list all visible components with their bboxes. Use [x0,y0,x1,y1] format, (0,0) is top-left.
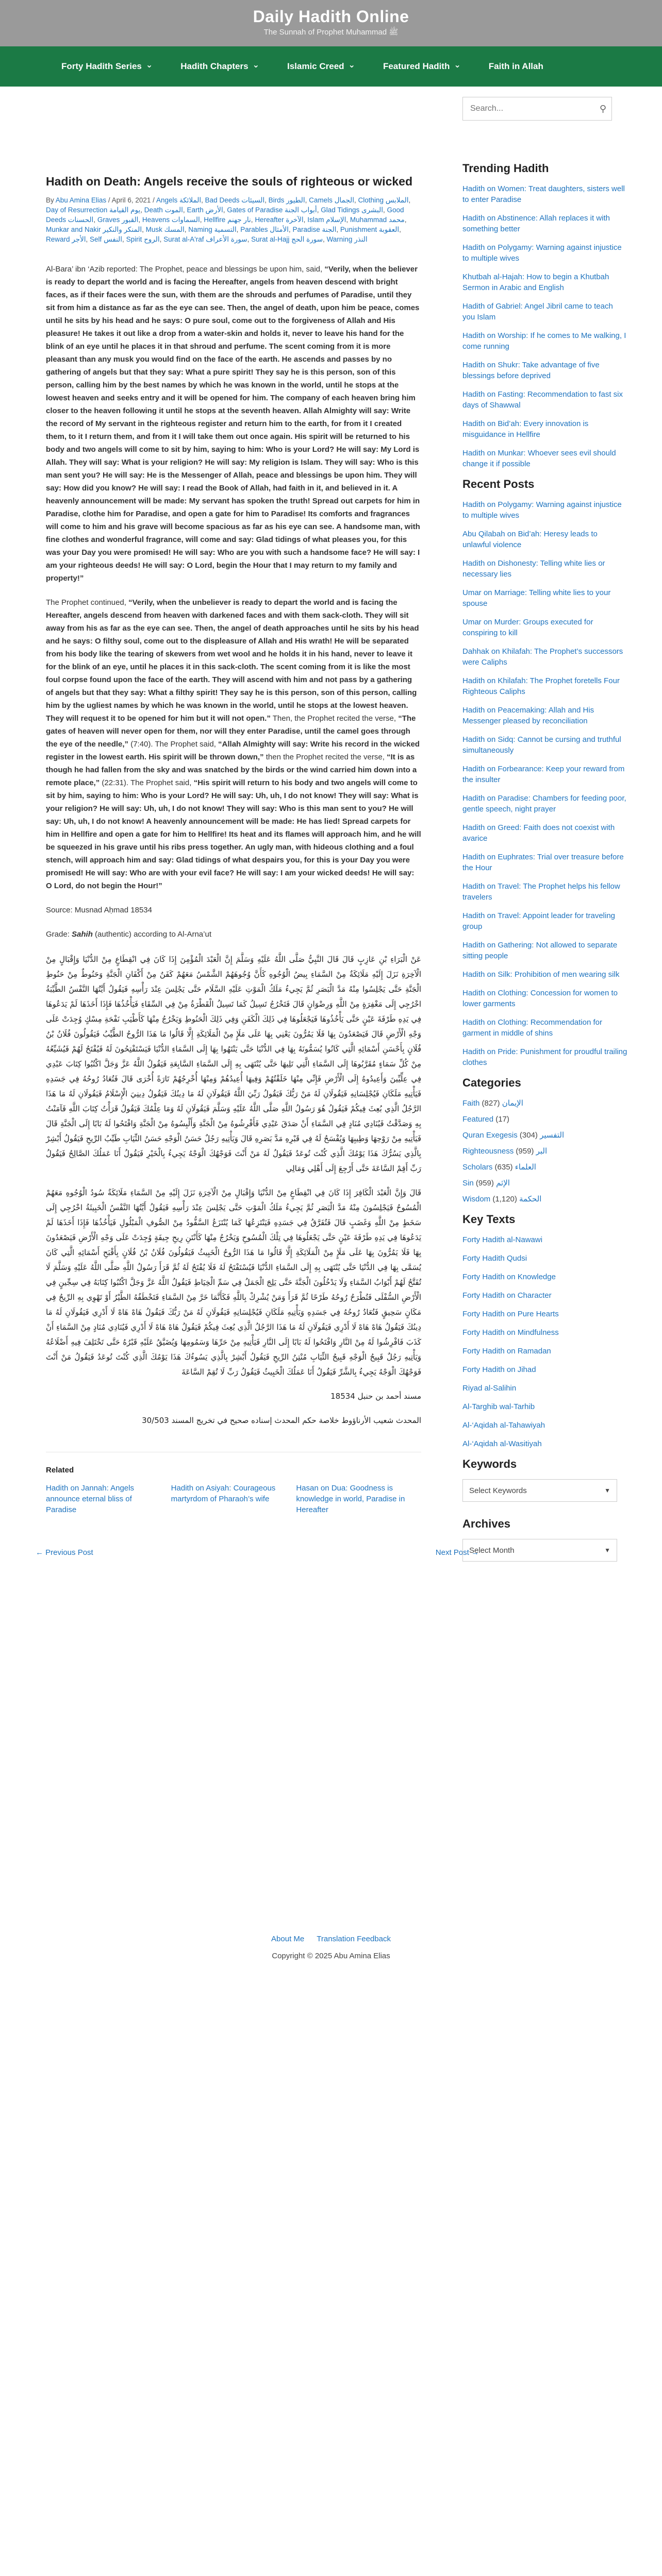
trending-item-link[interactable]: Hadith on Worship: If he comes to Me walking, I come running [462,331,626,351]
tag-link[interactable]: Warning النذر [326,235,368,243]
category-count: (1,120) [492,1195,517,1204]
recent-item-link[interactable]: Hadith on Pride: Punishment for proudful trailing clothes [462,1047,627,1067]
post-date: April 6, 2021 [111,196,151,204]
keytext-item-link[interactable]: Riyad al-Salihin [462,1384,517,1393]
tag-link[interactable]: Angels الملائكة [156,196,202,204]
keytext-item [462,1383,627,1394]
sidebar [452,87,627,1562]
tag-link[interactable]: Spirit الروح [126,235,160,243]
trending-item-link[interactable]: Khutbah al-Hajah: How to begin a Khutbah Sermon in Arabic and English [462,273,609,292]
page-container [14,87,648,1562]
keytexts-widget [462,1213,627,1449]
recent-item-link[interactable]: Hadith on Polygamy: Warning against injustice to multiple wives [462,500,622,520]
nav-item-label: Hadith Chapters [180,61,249,71]
keytext-item-link[interactable]: Forty Hadith on Jihad [462,1365,536,1374]
recent-item [462,558,627,580]
trending-item [462,242,627,264]
trending-item [462,448,627,469]
keywords-select[interactable] [462,1479,617,1502]
recent-item-link[interactable]: Hadith on Travel: The Prophet helps his fellow travelers [462,882,620,902]
hadith-quote: “His spirit will return to his body and two angels will come to sit by him, saying to him: Who is your Lord? He will say: Uh, uh, I do not know! They will say: What is your religion? He will say: Uh, uh, I do not know! They will say: Who is this man sent to you? He will say: Uh, uh, I do not know! A heavenly announcement will be made: He has lied! Spread carpets for him in Hellfire and open a gate for him to Hellfire! Its heat and its flames will approach him, and he will be squeezed in his grave until his ribs press together. An ugly man, with hideous clothing and a foul stench, will approach him and say: Glad tidings of what despairs you, for this is your Day you were promised! He will say: Who are with your evil face? He will say: I am your wicked deeds! He will say: O Lord, do not begin the Hour!” [46,778,421,890]
nav-item-forty-hadith-series[interactable] [61,61,153,72]
trending-item-link[interactable]: Hadith of Gabriel: Angel Jibril came to teach you Islam [462,302,613,321]
recent-item [462,617,627,638]
tag-link[interactable]: Naming التسمية [188,226,237,233]
tag-link[interactable]: Muhammad محمد [350,216,405,224]
recent-item [462,705,627,726]
category-count: (635) [494,1163,513,1172]
tag-link[interactable]: Gates of Paradise أبواب الجنة [227,206,317,214]
recent-item [462,764,627,785]
related-post-link[interactable]: Hadith on Jannah: Angels announce eternal bliss of Paradise [46,1484,134,1514]
categories-widget [462,1076,627,1205]
trending-item-link[interactable]: Hadith on Munkar: Whoever sees evil should change it if possible [462,449,616,468]
tag-link[interactable]: Earth الأرض [187,206,223,214]
paragraph-intro: Al-Bara’ ibn ‘Azib reported: The Prophet, peace and blessings be upon him, said, [46,265,325,274]
hadith-quote-unbeliever: “Verily, when the unbeliever is ready to depart the world and is facing the Hereafter, angels descend from heaven with darkened faces and with them sack-cloth. They will sit away from his as far as the eye can see. Then, the angel of death approaches until he sits by his head and he says: O filthy soul, come out to the displeasure of Allah and His wrath! He will be separated from his body like the tearing of skewers from wet wool and he holds it in his hand, never to leave it for the blink of an eye, until he places it in this sack-cloth. The scent coming from it is like the most foul corpse found upon the face of the earth. They will ascend with him and not pass by a gathering of angels but that they say: What a filthy spirit! They say he is this person, son of this person, calling him by the ugliest names by which he was known in the world, until he stops at the lowest heaven. They will request it to be opened for him but it will not open.” [46,598,419,723]
category-link[interactable]: Righteousness [462,1147,514,1156]
trending-item [462,360,627,381]
verse-reference: (22:31). The Prophet said, [100,778,194,787]
category-arabic-link[interactable]: الإيمان [502,1099,523,1108]
category-count: (17) [495,1115,509,1124]
copyright: Copyright © 2025 Abu Amina Elias [272,1952,390,1960]
keywords-title: Keywords [462,1458,517,1470]
keytext-item-link[interactable]: Forty Hadith on Character [462,1291,552,1300]
tag-link[interactable]: Munkar and Nakir المنكر والنكير [46,226,142,233]
tag-link[interactable]: Punishment العقوبة [340,226,400,233]
hadith-quote-believer: “Verily, when the believer is ready to depart the world and is facing the Hereafter, angels from heaven descend with bright faces, as if their faces were the sun, with them are the shrouds and perfumes of Paradise, until they sit from him a distance as far as the eye can see. Then, the angel of death, upon him be peace, comes until he sits by his head and he says: O pure soul, come out to the forgiveness of Allah and His pleasure! He takes it out like a drop from a water-skin and holds it, never to leave his hand for the blink of an eye until he places it in that shroud and perfume. The scent coming from it is more pleasant than any musk you would find on the face of the earth. He ascends and passes by no gathering of angels but that they say: What a pure spirit! They say he is this person, son of this person, calling him by the best names by which he was known in the world, until he stops at the lowest heaven and seeks entry and it will be opened for him. The company of each heaven bring him closer to the heaven following it until he stops at the seventh heaven. Allah Almighty will say: Write the record of My servant in the righteous register and return him to the earth, for from it I created them, to it I return them, and from it I will take them out once again. His spirit will be returned to his body and two angels will come to sit by him, saying to him: Who is your Lord? He will say: My Lord is Allah. They will say: What is your religion? He will say: My religion is Islam. They will say: Who is this man sent you? He will say: He is the Messenger of Allah, peace and blessings be upon him. They will say: How did you know? He will say: I read the Book of Allah, had faith in it, and believed in it. A heavenly announcement will be made: My servant has spoken the truth! Spread out carpets for him in Paradise, clothe him for Paradise, and open a gate for him to Paradise! Its comforts and fragrances will come to him and his grave will become spacious as far as his eye can see. A handsome man, with fine clothes and wonderful fragrance, will come and say: Glad tidings of what pleases you, for this was your Day you were promised! He will say: Who are you with such a handsome face? He will say: I am your righteous deeds! He will say: O Lord, begin the Hour that I may return to my family and property!” [46,265,420,583]
recent-item [462,988,627,1009]
category-item [462,1130,627,1141]
category-item [462,1162,627,1173]
recent-item-link[interactable]: Hadith on Paradise: Chambers for feeding poor, gentle speech, night prayer [462,794,626,814]
site-tagline: The Sunnah of Prophet Muhammad ﷺ [263,28,399,37]
related-post-link[interactable]: Hasan on Dua: Goodness is knowledge in world, Paradise in Hereafter [296,1484,405,1514]
nav-item-faith-in-allah[interactable] [489,61,543,72]
keytexts-title: Key Texts [462,1213,516,1226]
footer-links [0,1935,662,1943]
keytext-item-link[interactable]: Forty Hadith on Pure Hearts [462,1310,559,1318]
tag-link[interactable]: Day of Resurrection يوم القيامة [46,206,141,214]
chevron-down-icon: ⌄ [145,61,153,70]
category-arabic-link[interactable]: البر [536,1147,548,1156]
trending-item-link[interactable]: Hadith on Fasting: Recommendation to fast six days of Shawwal [462,390,623,410]
keytext-item [462,1346,627,1357]
category-link[interactable]: Faith [462,1099,480,1108]
archives-select[interactable] [462,1539,617,1562]
trending-item-link[interactable]: Hadith on Abstinence: Allah replaces it with something better [462,214,610,233]
post-navigation [36,1548,479,1557]
nav-item-label: Forty Hadith Series [61,61,142,71]
hadith-quote: “Allah Almighty will say: Write his record in the wicked register in the lowest earth. His spirit will be thrown down,” [46,740,420,761]
recent-item [462,881,627,903]
related-post-link[interactable]: Hadith on Asiyah: Courageous martyrdom of Pharaoh’s wife [171,1484,276,1503]
search-icon[interactable]: ⚲ [599,103,606,114]
category-count: (827) [482,1099,500,1108]
footer-link[interactable]: About Me [271,1935,305,1943]
archives-select-value: Select Month [469,1546,515,1555]
grade-value: Sahih [72,930,93,939]
nav-item-hadith-chapters[interactable] [180,61,259,72]
grade-rest: (authentic) according to Al-Arna’ut [92,930,211,939]
site-header [0,0,662,46]
tag-link[interactable]: Musk المسك [145,226,185,233]
nav-item-label: Featured Hadith [383,61,450,71]
chevron-down-icon: ⌄ [348,61,355,70]
recent-item-link[interactable]: Hadith on Travel: Appoint leader for traveling group [462,911,616,931]
recent-title: Recent Posts [462,478,535,490]
keytext-item-link[interactable]: Al-‘Aqidah al-Tahawiyah [462,1421,545,1430]
category-link[interactable]: Scholars [462,1163,493,1172]
paragraph-text: then the Prophet recited the verse, [263,753,387,761]
related-posts [46,1452,421,1515]
quran-verse: “It is as though he had fallen from the sky and was snatched by the birds or the wind carried him down into a remote place,” [46,753,417,787]
tag-link[interactable]: Good Deeds الحسنات [46,206,404,224]
recent-item-link[interactable]: Abu Qilabah on Bid’ah: Heresy leads to unlawful violence [462,530,598,549]
category-count: (304) [519,1131,538,1140]
keytext-item-link[interactable]: Forty Hadith al-Nawawi [462,1235,543,1244]
arabic-text-1: عَنْ الْبَرَاءِ بْنِ عَازِبٍ قَالَ قَالَ النَّبِيُّ صَلَّى اللَّهُ عَلَيْهِ وَسَلَّمَ إِنَّ الْعَبْدَ الْمُؤْمِنَ إِذَا كَانَ فِي انْقِطَاعٍ مِنْ الدُّنْيَا وَإِقْبَالٍ مِنْ الْآخِرَةِ نَزَلَ إِلَيْهِ مَلَائِكَةٌ مِنْ السَّمَاءِ بِيضُ الْوُجُوهِ كَأَنَّ وُجُوهَهُمْ الشَّمْسُ مَعَهُمْ كَفَنٌ مِنْ أَكْفَانِ الْجَنَّةِ وَحَنُوطٌ مِنْ حَنُوطِ الْجَنَّةِ حَتَّى يَجْلِسُوا مِنْهُ مَدَّ الْبَصَرِ ثُمَّ يَجِيءُ مَلَكُ الْمَوْتِ عَلَيْهِ السَّلَام حَتَّى يَجْلِسَ عِنْدَ رَأْسِهِ فَيَقُولُ أَيَّتُهَا النَّفْسُ الطَّيِّبَةُ اخْرُجِي إِلَى مَغْفِرَةٍ مِنْ اللَّهِ وَرِضْوَانٍ قَالَ فَتَخْرُجُ تَسِيلُ كَمَا تَسِيلُ الْقَطْرَةُ مِنْ فِي السِّقَاءِ فَيَأْخُذُهَا فَإِذَا أَخَذَهَا لَمْ يَدَعُوهَا فِي يَدِهِ طَرْفَةَ عَيْنٍ حَتَّى يَأْخُذُوهَا فَيَجْعَلُوهَا فِي ذَلِكَ الْكَفَنِ وَفِي ذَلِكَ الْحَنُوطِ وَيَخْرُجُ مِنْهَا كَأَطْيَبِ نَفْحَةِ مِسْكٍ وُجِدَتْ عَلَى وَجْهِ الْأَرْضِ قَالَ فَيَصْعَدُونَ بِهَا فَلَا يَمُرُّونَ يَعْنِي بِهَا عَلَى مَلَإٍ مِنْ الْمَلَائِكَةِ إِلَّا قَالُوا مَا هَذَا الرُّوحُ الطَّيِّبُ فَيَقُولُونَ فُلَانُ بْنُ فُلَانٍ بِأَحْسَنِ أَسْمَائِهِ الَّتِي كَانُوا يُسَمُّونَهُ بِهَا فِي الدُّنْيَا حَتَّى يَنْتَهُوا بِهَا إِلَى السَّمَاءِ الدُّنْيَا فَيَسْتَفْتِحُونَ لَهُ فَيُفْتَحُ لَهُمْ فَيُشَيِّعُهُ مِنْ كُلِّ سَمَاءٍ مُقَرَّبُوهَا إِلَى السَّمَاءِ الَّتِي تَلِيهَا حَتَّى يُنْتَهَى بِهِ إِلَى السَّمَاءِ السَّابِعَةِ فَيَقُولُ اللَّهُ عَزَّ وَجَلَّ اكْتُبُوا كِتَابَ عَبْدِي فِي عِلِّيِّينَ وَأَعِيدُوهُ إِلَى الْأَرْضِ فَإِنِّي مِنْهَا خَلَقْتُهُمْ وَفِيهَا أُعِيدُهُمْ وَمِنْهَا أُخْرِجُهُمْ تَارَةً أُخْرَى قَالَ فَتُعَادُ رُوحُهُ فِي جَسَدِهِ فَيَأْتِيهِ مَلَكَانِ فَيُجْلِسَانِهِ فَيَقُولَانِ لَهُ مَنْ رَبُّكَ فَيَقُولُ رَبِّيَ اللَّهُ فَيَقُولَانِ لَهُ مَا دِينُكَ فَيَقُولُ دِينِيَ الْإِسْلَامُ فَيَقُولَانِ لَهُ مَا هَذَا الرَّجُلُ الَّذِي بُعِثَ فِيكُمْ فَيَقُولُ هُوَ رَسُولُ اللَّهِ صَلَّى اللَّهُ عَلَيْهِ وَسَلَّمَ فَيَقُولَانِ لَهُ وَمَا عِلْمُكَ فَيَقُولُ قَرَأْتُ كِتَابَ اللَّهِ فَآمَنْتُ بِهِ وَصَدَّقْتُ فَيُنَادِي مُنَادٍ فِي السَّمَاءِ أَنْ صَدَقَ عَبْدِي فَأَفْرِشُوهُ مِنْ الْجَنَّةِ وَأَلْبِسُوهُ مِنْ الْجَنَّةِ وَافْتَحُوا لَهُ بَابًا إِلَى الْجَنَّةِ قَالَ فَيَأْتِيهِ مِنْ رَوْحِهَا وَطِيبِهَا وَيُفْسَحُ لَهُ فِي قَبْرِهِ مَدَّ بَصَرِهِ قَالَ وَيَأْتِيهِ رَجُلٌ حَسَنُ الْوَجْهِ حَسَنُ الثِّيَابِ طَيِّبُ الرِّيحِ فَيَقُولُ أَبْشِرْ بِالَّذِي يَسُرُّكَ هَذَا يَوْمُكَ الَّذِي كُنْتَ تُوعَدُ فَيَقُولُ لَهُ مَنْ أَنْتَ فَوَجْهُكَ الْوَجْهُ يَجِيءُ بِالْخَيْرِ فَيَقُولُ أَنَا عَمَلُكَ الصَّالِحُ فَيَقُولُ رَبِّ أَقِمْ السَّاعَةَ حَتَّى أَرْجِعَ إِلَى أَهْلِي وَمَالِي [46,955,421,1173]
recent-widget [462,478,627,1068]
tag-link[interactable]: Death الموت [144,206,183,214]
chevron-down-icon: ▼ [604,1547,610,1554]
recent-item-link[interactable]: Hadith on Silk: Prohibition of men wearing silk [462,970,620,979]
tag-link[interactable]: Paradise الجنة [292,226,337,233]
post-title: Hadith on Death: Angels receive the souls of righteous or wicked [46,175,413,188]
recent-item [462,587,627,609]
keytext-item-link[interactable]: Forty Hadith on Mindfulness [462,1328,559,1337]
keytext-item-link[interactable]: Al-Targhib wal-Tarhib [462,1402,535,1411]
keytext-item [462,1253,627,1264]
recent-item-link[interactable]: Hadith on Clothing: Recommendation for garment in middle of shins [462,1018,602,1038]
recent-item [462,940,627,961]
recent-item [462,734,627,756]
post-meta: By Abu Amina Elias / April 6, 2021 / Angels الملائكة, Bad Deeds السيئات, Birds الطيور, Camels الجمال, Clothing الملابس, Day of Resurrection يوم القيامة, Death الموت, Earth الأرض, Gates of Paradise أبواب الجنة, Glad Tidings البشرى, Good Deeds الحسنات, Graves القبور, Heavens السماوات, Hellfire نار جهنم, Hereafter الآخرة, Islam الإسلام, Muhammad محمد, Munkar and Nakir المنكر والنكير, Musk المسك, Naming التسمية, Parables الأمثال, Paradise الجنة, Punishment العقوبة, Reward الأجر, Self النفس, Spirit الروح, Surat al-A'raf سورة الأعراف, Surat al-Hajj سورة الحج, Warning النذر [46,196,411,243]
keywords-select-value: Select Keywords [469,1486,527,1495]
chevron-down-icon: ⌄ [252,61,259,70]
recent-item-link[interactable]: Umar on Murder: Groups executed for conspiring to kill [462,618,593,637]
recent-item-link[interactable]: Hadith on Euphrates: Trial over treasure before the Hour [462,853,624,872]
nav-item-islamic-creed[interactable] [287,61,355,72]
recent-item [462,529,627,550]
category-item [462,1194,627,1205]
keytext-item [462,1438,627,1449]
keytext-item [462,1364,627,1375]
category-link[interactable]: Featured [462,1115,494,1124]
paragraph-text: Then, the Prophet recited the verse, [270,714,399,723]
keytext-item [462,1234,627,1245]
site-title[interactable]: Daily Hadith Online [253,7,409,26]
recent-item-link[interactable]: Dahhak on Khilafah: The Prophet’s successors were Caliphs [462,647,623,667]
recent-item [462,969,627,980]
hadith-paragraph-2 [46,596,421,892]
recent-item [462,852,627,873]
keytext-item-link[interactable]: Al-‘Aqidah al-Wasitiyah [462,1439,542,1448]
tag-link[interactable]: Bad Deeds السيئات [205,196,265,204]
tag-link[interactable]: Graves القبور [97,216,139,224]
previous-post-link[interactable]: ← Previous Post [36,1548,93,1557]
tag-link[interactable]: Heavens السماوات [142,216,200,224]
recent-item-link[interactable]: Hadith on Sidq: Cannot be cursing and truthful simultaneously [462,735,621,755]
category-arabic-link[interactable]: العلماء [515,1163,536,1172]
keytext-item [462,1401,627,1412]
recent-item [462,822,627,844]
category-link[interactable]: Wisdom [462,1195,491,1204]
trending-item [462,272,627,293]
recent-item-link[interactable]: Hadith on Dishonesty: Telling white lies or necessary lies [462,559,605,579]
category-link[interactable]: Quran Exegesis [462,1131,518,1140]
category-count: (959) [475,1179,494,1188]
tag-link[interactable]: Clothing الملابس [358,196,409,204]
trending-item-link[interactable]: Hadith on Polygamy: Warning against injustice to multiple wives [462,243,622,263]
nav-item-label: Islamic Creed [287,61,344,71]
chevron-down-icon: ▼ [604,1487,610,1494]
recent-item-link[interactable]: Hadith on Greed: Faith does not coexist with avarice [462,823,615,843]
trending-item-link[interactable]: Hadith on Shukr: Take advantage of five blessings before deprived [462,361,600,380]
paragraph-intro: The Prophet continued, [46,598,129,607]
keytext-item-link[interactable]: Forty Hadith on Ramadan [462,1347,551,1355]
footer-link[interactable]: Translation Feedback [317,1935,391,1943]
next-post-link[interactable]: Next Post → [435,1548,479,1557]
recent-item [462,1046,627,1068]
keytext-item-link[interactable]: Forty Hadith Qudsi [462,1254,527,1263]
recent-item-link[interactable]: Hadith on Clothing: Concession for women to lower garments [462,989,618,1008]
keytext-item [462,1272,627,1282]
archives-widget [462,1517,627,1562]
keytext-item [462,1309,627,1319]
recent-item [462,646,627,668]
tag-link[interactable]: Reward الأجر [46,235,86,243]
author-link[interactable]: Abu Amina Elias [55,196,107,204]
chevron-down-icon: ⌄ [454,61,461,70]
grade-label: Grade: [46,930,72,939]
keytext-item [462,1327,627,1338]
tag-link[interactable]: Self النفس [90,235,123,243]
category-arabic-link[interactable]: الإثم [496,1179,510,1188]
arabic-grade: المحدث شعيب الأرناؤوط خلاصة حكم المحدث إسناده صحيح في تخريج المسند 30/503 [142,1416,421,1425]
category-count: (959) [516,1147,534,1156]
recent-item [462,675,627,697]
keytext-item [462,1290,627,1301]
tag-link[interactable]: Birds الطيور [268,196,305,204]
category-item [462,1114,627,1125]
archives-title: Archives [462,1517,510,1530]
tag-link[interactable]: Surat al-Hajj سورة الحج [251,235,323,243]
category-arabic-link[interactable]: الحكمة [519,1195,542,1204]
quran-verse: “The gates of heaven will never open for them, nor will they enter Paradise, until the camel goes through the eye of the needle,” [46,714,416,749]
main-nav [0,46,662,87]
source-line: Source: Musnad Aḥmad 18534 [46,906,152,914]
recent-item-link[interactable]: Hadith on Khilafah: The Prophet foretells Four Righteous Caliphs [462,676,620,696]
grade-line [46,928,421,941]
search-box [462,97,612,121]
trending-item-link[interactable]: Hadith on Women: Treat daughters, sisters well to enter Paradise [462,184,625,204]
trending-item [462,330,627,352]
recent-item-link[interactable]: Hadith on Gathering: Not allowed to separate sitting people [462,941,618,960]
tag-list: Angels الملائكة, Bad Deeds السيئات, Birds الطيور, Camels الجمال, Clothing الملابس, Day of Resurrection يوم القيامة, Death الموت, Earth الأرض, Gates of Paradise أبواب الجنة, Glad Tidings البشرى, Good Deeds الحسنات, Graves القبور, Heavens السماوات, Hellfire نار جهنم, Hereafter الآخرة, Islam الإسلام, Muhammad محمد, Munkar and Nakir المنكر والنكير, Musk المسك, Naming التسمية, Parables الأمثال, Paradise الجنة, Punishment العقوبة, Reward الأجر, Self النفس, Spirit الروح, Surat al-A'raf سورة الأعراف, Surat al-Hajj سورة الحج, Warning النذر [46,196,411,243]
category-item [462,1098,627,1109]
nav-item-label: Faith in Allah [488,61,543,71]
recent-item [462,1017,627,1039]
tag-link[interactable]: Hereafter الآخرة [255,216,304,224]
trending-item [462,389,627,411]
trending-widget [462,162,627,469]
category-link[interactable]: Sin [462,1179,474,1188]
keywords-widget [462,1458,627,1502]
tag-link[interactable]: Hellfire نار جهنم [204,216,251,224]
category-arabic-link[interactable]: التفسير [540,1131,565,1140]
search-input[interactable] [470,104,589,113]
trending-item [462,183,627,205]
category-item [462,1178,627,1189]
keytext-item-link[interactable]: Forty Hadith on Knowledge [462,1273,556,1281]
trending-item [462,418,627,440]
recent-item-link[interactable]: Hadith on Forbearance: Keep your reward from the insulter [462,765,625,784]
tag-link[interactable]: Islam الإسلام [307,216,346,224]
meta-by: By [46,196,54,204]
recent-item-link[interactable]: Umar on Marriage: Telling white lies to your spouse [462,588,611,608]
recent-item [462,499,627,521]
arabic-text-2: قَالَ وَإِنَّ الْعَبْدَ الْكَافِرَ إِذَا كَانَ فِي انْقِطَاعٍ مِنْ الدُّنْيَا وَإِقْبَالٍ مِنْ الْآخِرَةِ نَزَلَ إِلَيْهِ مِنْ السَّمَاءِ مَلَائِكَةٌ سُودُ الْوُجُوهِ مَعَهُمْ الْمُسُوحُ فَيَجْلِسُونَ مِنْهُ مَدَّ الْبَصَرِ ثُمَّ يَجِيءُ مَلَكُ الْمَوْتِ حَتَّى يَجْلِسَ عِنْدَ رَأْسِهِ فَيَقُولُ أَيَّتُهَا النَّفْسُ الْخَبِيثَةُ اخْرُجِي إِلَى سَخَطٍ مِنْ اللَّهِ وَغَضَبٍ قَالَ فَتُفَرَّقُ فِي جَسَدِهِ فَيَنْتَزِعُهَا كَمَا يُنْتَزَعُ السَّفُّودُ مِنْ الصُّوفِ الْمَبْلُولِ فَيَأْخُذُهَا فَإِذَا أَخَذَهَا لَمْ يَدَعُوهَا فِي يَدِهِ طَرْفَةَ عَيْنٍ حَتَّى يَجْعَلُوهَا فِي تِلْكَ الْمُسُوحِ وَيَخْرُجُ مِنْهَا كَأَنْتَنِ رِيحِ جِيفَةٍ وُجِدَتْ عَلَى وَجْهِ الْأَرْضِ فَيَصْعَدُونَ بِهَا فَلَا يَمُرُّونَ بِهَا عَلَى مَلَإٍ مِنْ الْمَلَائِكَةِ إِلَّا قَالُوا مَا هَذَا الرُّوحُ الْخَبِيثُ فَيَقُولُونَ فُلَانُ بْنُ فُلَانٍ بِأَقْبَحِ أَسْمَائِهِ الَّتِي كَانَ يُسَمَّى بِهَا فِي الدُّنْيَا حَتَّى يُنْتَهَى بِهِ إِلَى السَّمَاءِ الدُّنْيَا فَيُسْتَفْتَحُ لَهُ فَلَا يُفْتَحُ لَهُ ثُمَّ قَرَأَ رَسُولُ اللَّهِ صَلَّى اللَّهُ عَلَيْهِ وَسَلَّمَ لَا تُفَتَّحُ لَهُمْ أَبْوَابُ السَّمَاءِ وَلَا يَدْخُلُونَ الْجَنَّةَ حَتَّى يَلِجَ الْجَمَلُ فِي سَمِّ الْخِيَاطِ فَيَقُولُ اللَّهُ عَزَّ وَجَلَّ اكْتُبُوا كِتَابَهُ فِي سِجِّينٍ فِي الْأَرْضِ السُّفْلَى فَتُطْرَحُ رُوحُهُ طَرْحًا ثُمَّ قَرَأَ وَمَنْ يُشْرِكْ بِاللَّهِ فَكَأَنَّمَا خَرَّ مِنْ السَّمَاءِ فَتَخْطَفُهُ الطَّيْرُ أَوْ تَهْوِي بِهِ الرِّيحُ فِي مَكَانٍ سَحِيقٍ فَتُعَادُ رُوحُهُ فِي جَسَدِهِ وَيَأْتِيهِ مَلَكَانِ فَيُجْلِسَانِهِ فَيَقُولَانِ لَهُ مَنْ رَبُّكَ فَيَقُولُ هَاهْ هَاهْ لَا أَدْرِي فَيَقُولَانِ لَهُ مَا دِينُكَ فَيَقُولُ هَاهْ هَاهْ لَا أَدْرِي فَيَقُولَانِ لَهُ مَا هَذَا الرَّجُلُ الَّذِي بُعِثَ فِيكُمْ فَيَقُولُ هَاهْ هَاهْ لَا أَدْرِي فَيُنَادِي مُنَادٍ مِنْ السَّمَاءِ أَنْ كَذَبَ فَافْرِشُوا لَهُ مِنْ النَّارِ وَافْتَحُوا لَهُ بَابًا إِلَى النَّارِ فَيَأْتِيهِ مِنْ حَرِّهَا وَسَمُومِهَا وَيُضَيَّقُ عَلَيْهِ قَبْرُهُ حَتَّى تَخْتَلِفَ فِيهِ أَضْلَاعُهُ وَيَأْتِيهِ رَجُلٌ قَبِيحُ الْوَجْهِ قَبِيحُ الثِّيَابِ مُنْتِنُ الرِّيحِ فَيَقُولُ أَبْشِرْ بِالَّذِي يَسُوءُكَ هَذَا يَوْمُكَ الَّذِي كُنْتَ تُوعَدُ فَيَقُولُ مَنْ أَنْتَ فَوَجْهُكَ الْوَجْهُ يَجِيءُ بِالشَّرِّ فَيَقُولُ أَنَا عَمَلُكَ الْخَبِيثُ فَيَقُولُ رَبِّ لَا تُقِمْ السَّاعَةَ [46,1188,421,1377]
post-body [46,263,421,1428]
trending-item [462,301,627,323]
tag-link[interactable]: Surat al-A'raf سورة الأعراف [163,235,247,243]
recent-item-link[interactable]: Hadith on Peacemaking: Allah and His Messenger pleased by reconciliation [462,706,594,725]
trending-title: Trending Hadith [462,162,549,175]
nav-item-featured-hadith[interactable] [383,61,461,72]
tag-link[interactable]: Parables الأمثال [240,226,289,233]
arabic-source: مسند أحمد بن حنبل 18534 [330,1392,421,1401]
trending-item [462,213,627,234]
verse-reference: (7:40). The Prophet said, [128,740,219,749]
recent-item [462,910,627,932]
categories-title: Categories [462,1076,521,1089]
related-title: Related [46,1466,74,1475]
hadith-paragraph-1 [46,263,421,585]
recent-item [462,793,627,815]
trending-item-link[interactable]: Hadith on Bid’ah: Every innovation is misguidance in Hellfire [462,419,589,439]
keytext-item [462,1420,627,1431]
tag-link[interactable]: Glad Tidings البشرى [321,206,383,214]
category-item [462,1146,627,1157]
tag-link[interactable]: Camels الجمال [309,196,354,204]
